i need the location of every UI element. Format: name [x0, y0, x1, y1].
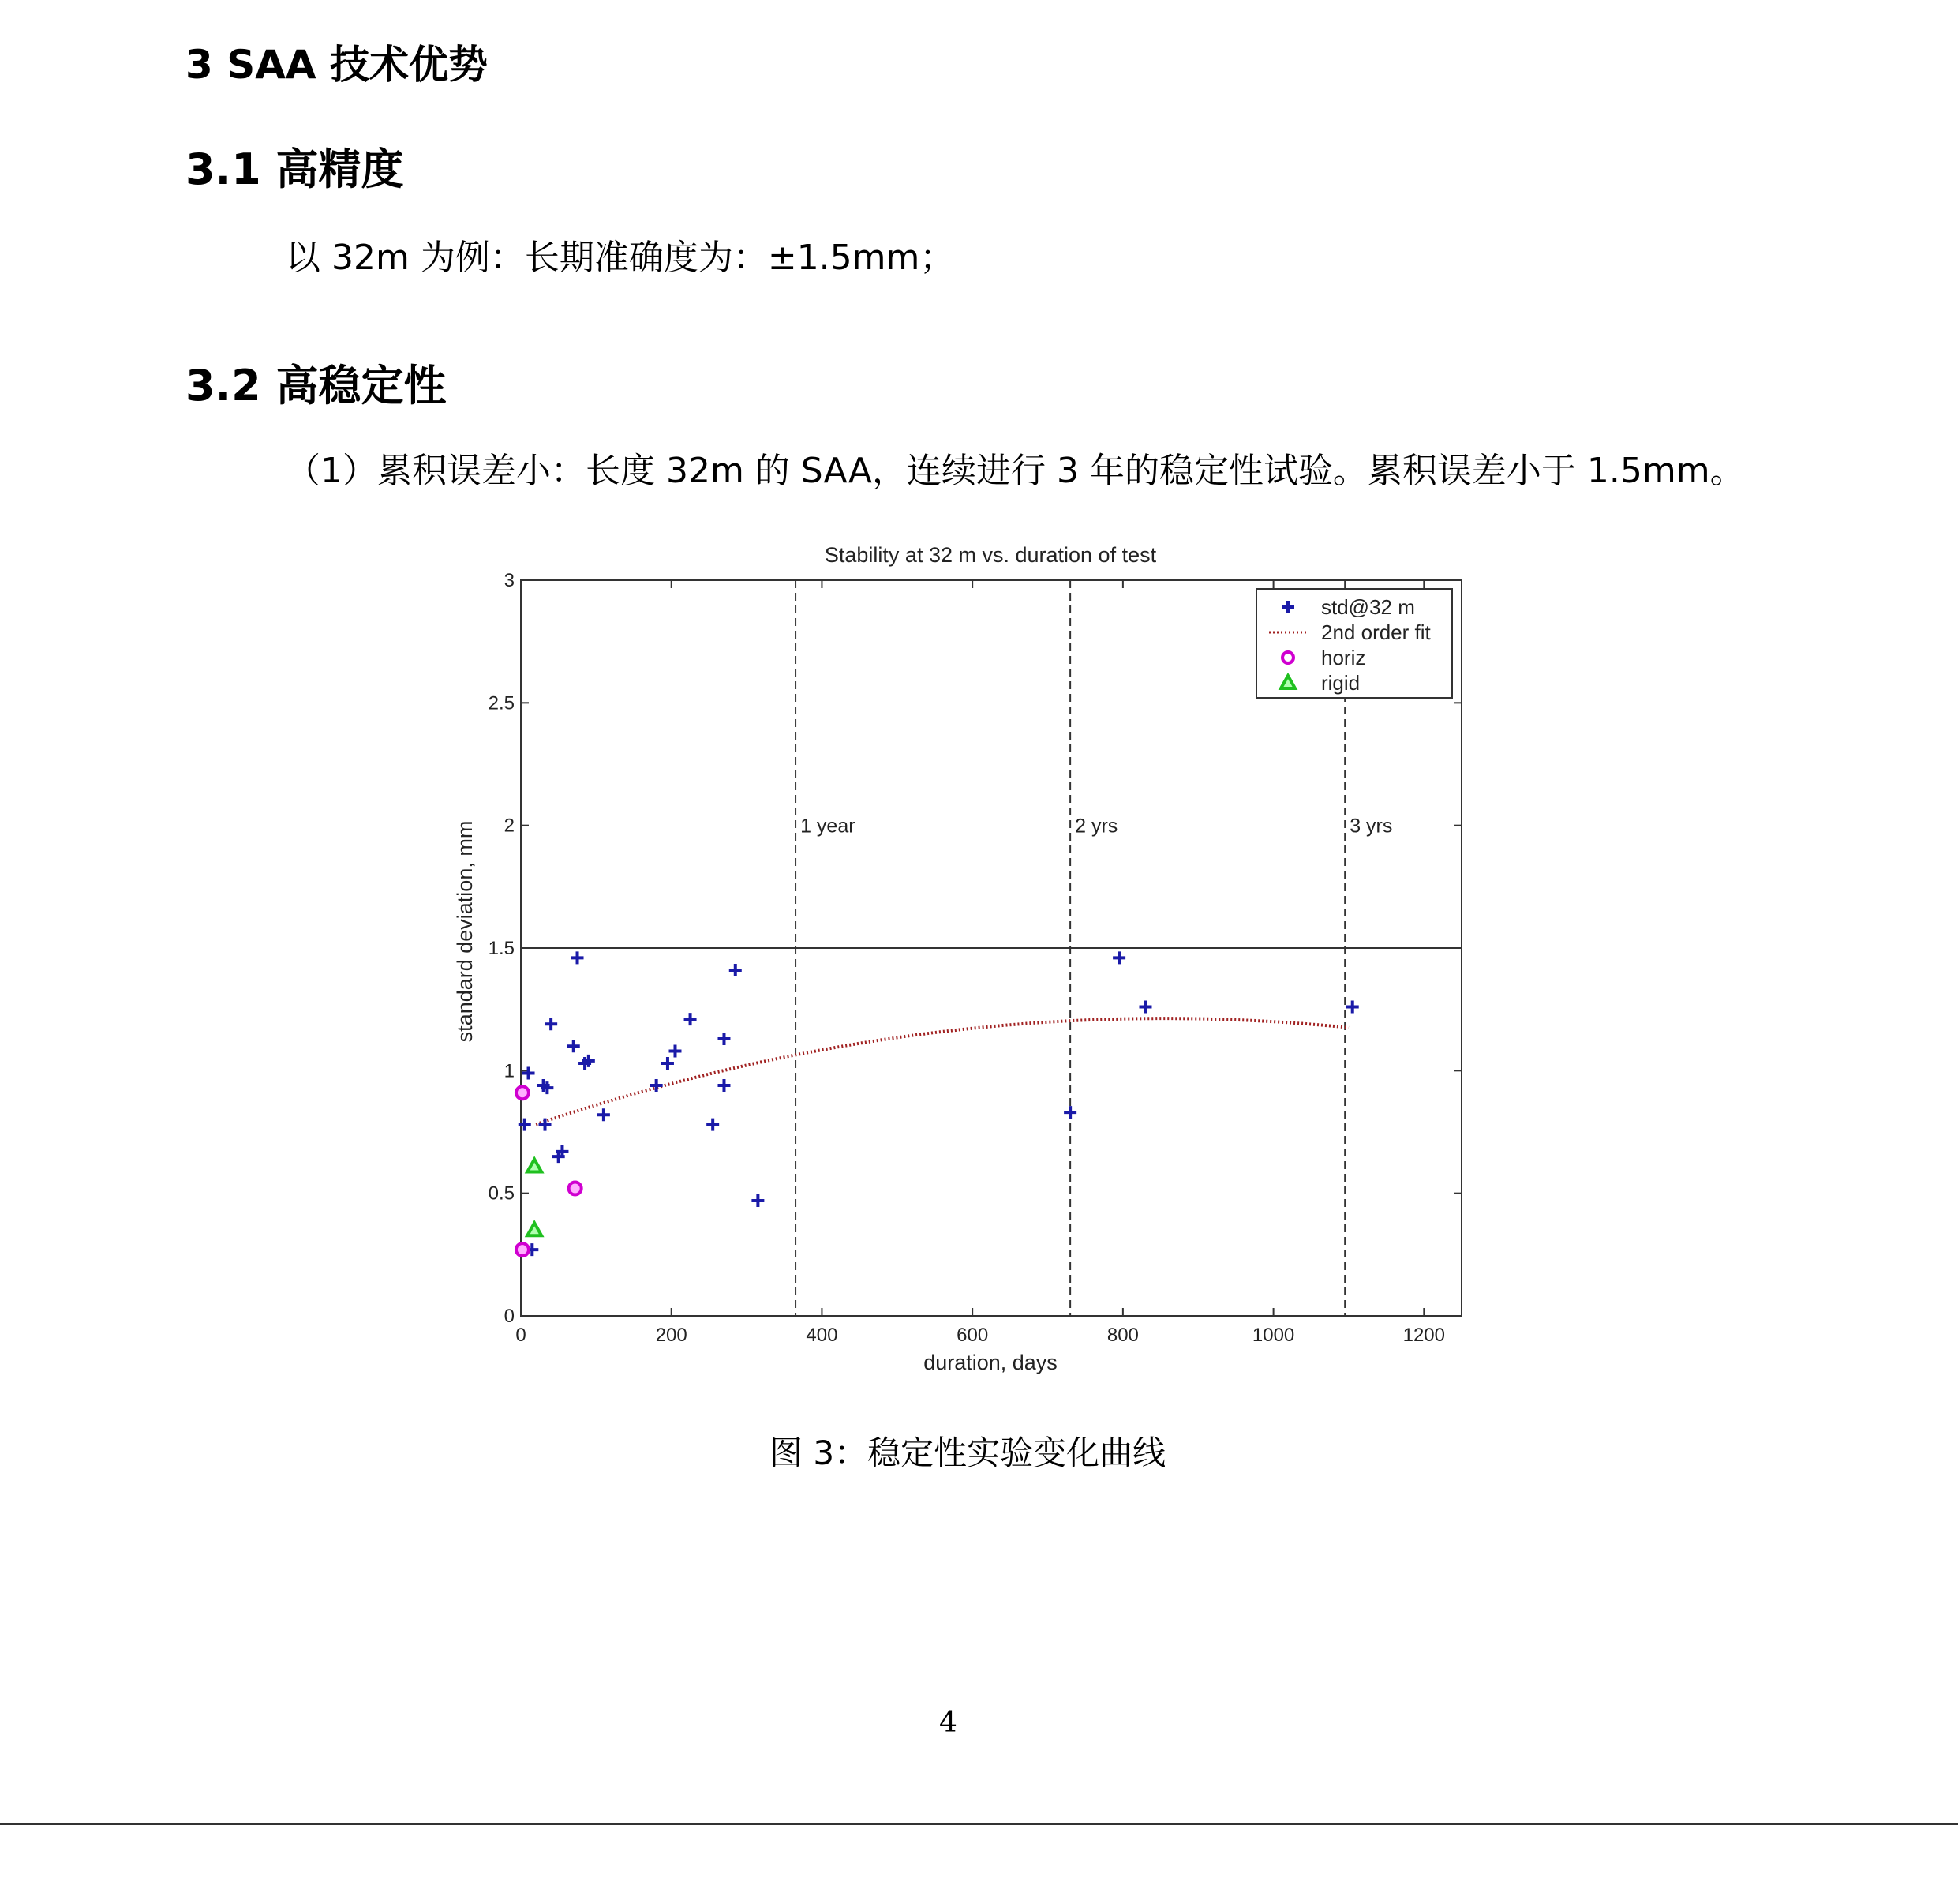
- section-2-text: （1）累积误差小：长度 32m 的 SAA，连续进行 3 年的稳定性试验。累积误差小于 1.5mm。: [286, 451, 1745, 491]
- y-tick-label: 0: [504, 1306, 515, 1327]
- chart-xlabel: duration, days: [923, 1351, 1058, 1374]
- x-tick-label: 800: [1106, 1325, 1139, 1346]
- y-tick-label: 1.5: [488, 938, 515, 959]
- reference-label: 3 yrs: [1350, 815, 1393, 838]
- figure-caption: 图 3：稳定性实验变化曲线: [769, 1434, 1166, 1472]
- stability-chart: [442, 529, 1492, 1389]
- y-tick-label: 2.5: [488, 692, 515, 714]
- point-horiz: [516, 1243, 529, 1256]
- x-tick-label: 400: [806, 1325, 838, 1346]
- legend-label: rigid: [1321, 671, 1361, 695]
- y-tick-label: 0.5: [488, 1183, 515, 1205]
- y-tick-label: 1: [504, 1060, 515, 1082]
- section-1-text: 以 32m 为例：长期准确度为：±1.5mm；: [286, 238, 955, 278]
- section-1-title: 3.1 高精度: [185, 144, 404, 194]
- x-tick-label: 200: [655, 1325, 687, 1346]
- point-horiz: [569, 1182, 582, 1194]
- legend-label: horiz: [1321, 646, 1366, 669]
- y-tick-label: 3: [504, 570, 515, 591]
- chart-ylabel: standard deviation, mm: [453, 820, 477, 1043]
- y-tick-label: 2: [504, 815, 515, 837]
- main-heading: 3 SAA 技术优势: [185, 42, 489, 88]
- x-tick-label: 1000: [1252, 1325, 1295, 1346]
- x-tick-label: 1200: [1402, 1325, 1446, 1346]
- reference-label: 1 year: [800, 815, 855, 838]
- chart-title: Stability at 32 m vs. duration of test: [824, 543, 1157, 567]
- x-tick-label: 0: [515, 1325, 526, 1346]
- page-number: 4: [939, 1707, 957, 1739]
- legend-marker-horiz: [1282, 652, 1293, 663]
- point-horiz: [516, 1086, 529, 1099]
- legend-label: 2nd order fit: [1321, 620, 1431, 644]
- legend-label: std@32 m: [1321, 595, 1415, 619]
- x-tick-label: 600: [957, 1325, 989, 1346]
- section-2-title: 3.2 高稳定性: [185, 361, 447, 410]
- chart-plot-area: [489, 570, 1462, 1346]
- reference-label: 2 yrs: [1075, 815, 1118, 838]
- footer-divider: [0, 1823, 1958, 1825]
